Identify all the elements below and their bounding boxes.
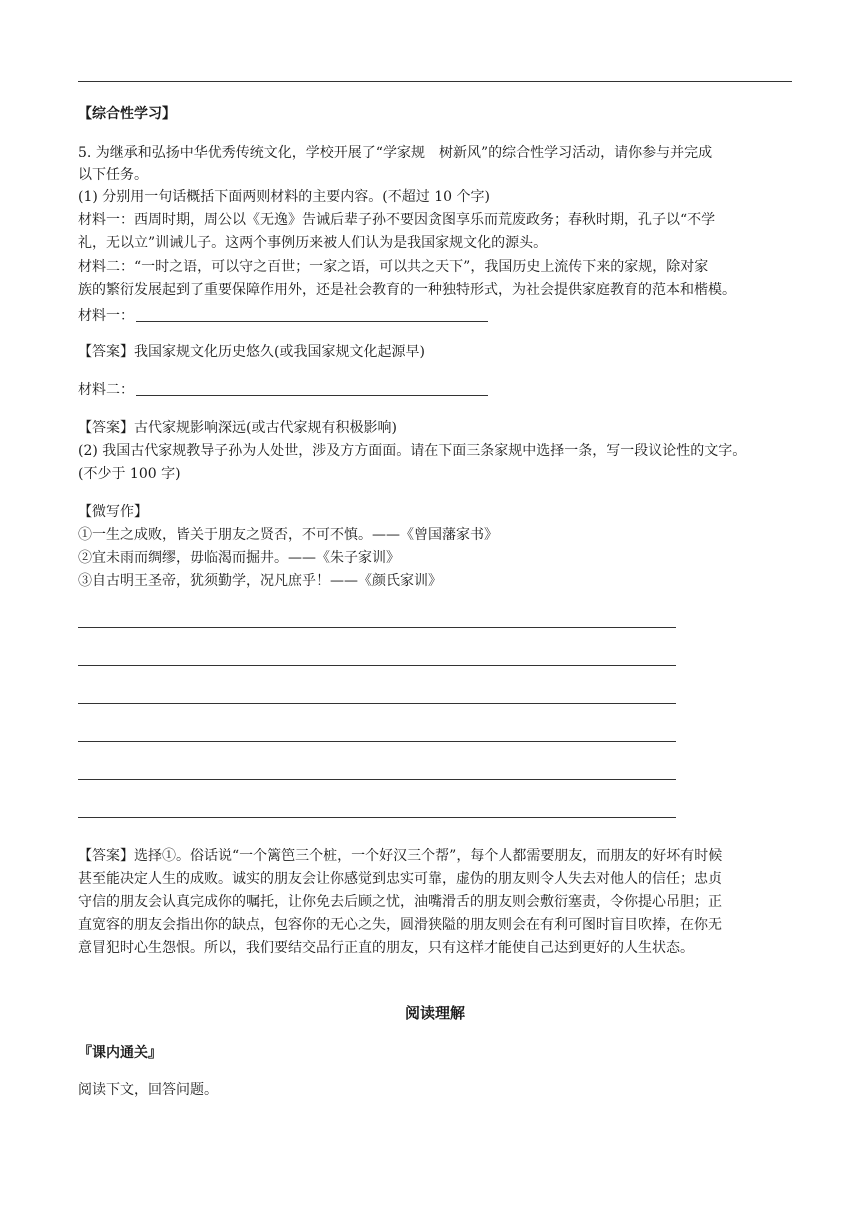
answer-1: 【答案】我国家规文化历史悠久(或我国家规文化起源早) [78, 344, 425, 360]
blank-2[interactable] [78, 380, 792, 400]
blank-1-label: 材料一： [78, 308, 134, 324]
material-1-line-1: 材料一：西周时期，周公以《无逸》告诫后辈子孙不要因贪图享乐而荒废政务；春秋时期，孔子以“不学 [78, 212, 716, 228]
reading-subheading: 『课内通关』 [78, 1045, 162, 1061]
writing-line[interactable] [78, 703, 676, 704]
writing-line[interactable] [78, 779, 676, 780]
micro-writing-heading: 【微写作】 [78, 504, 148, 520]
answer-3-line-1: 【答案】选择①。俗话说“一个篱笆三个桩，一个好汉三个帮”，每个人都需要朋友，而朋友的好坏有时候 [78, 848, 723, 864]
header-rule [78, 81, 792, 82]
writing-line[interactable] [78, 817, 676, 818]
family-rule-2: ②宜未雨而绸缪，毋临渴而掘井。——《朱子家训》 [78, 550, 400, 566]
question-stem-line-2: 以下任务。 [78, 167, 148, 183]
reading-instruction: 阅读下文，回答问题。 [78, 1082, 218, 1098]
answer-3-line-3: 守信的朋友会认真完成你的嘱托，让你免去后顾之忧，油嘴滑舌的朋友则会敷衍塞责，令你提心吊胆；正 [78, 894, 722, 910]
task-2-line-1: (2) 我国古代家规教导子孙为人处世，涉及方方面面。请在下面三条家规中选择一条，写一段议论性的文字。 [78, 443, 747, 459]
answer-2: 【答案】古代家规影响深远(或古代家规有积极影响) [78, 420, 397, 436]
answer-3-line-4: 直宽容的朋友会指出你的缺点，包容你的无心之失，圆滑狭隘的朋友则会在有利可图时盲目吹捧，在你无 [78, 917, 722, 933]
blank-2-label: 材料二： [78, 382, 134, 398]
material-1-line-2: 礼，无以立”训诫儿子。这两个事例历来被人们认为是我国家规文化的源头。 [78, 235, 548, 251]
reading-section-title: 阅读理解 [404, 1004, 465, 1022]
family-rule-3: ③自古明王圣帝，犹须勤学，况凡庶乎！——《颜氏家训》 [78, 573, 442, 589]
blank-2-rule[interactable] [136, 395, 488, 396]
task-2-line-2: (不少于 100 字) [78, 466, 181, 482]
writing-line[interactable] [78, 665, 676, 666]
task-1: (1) 分别用一句话概括下面两则材料的主要内容。(不超过 10 个字) [78, 189, 490, 205]
family-rule-1: ①一生之成败，皆关于朋友之贤否，不可不慎。——《曾国藩家书》 [78, 527, 498, 543]
section-heading: 【综合性学习】 [78, 106, 176, 122]
material-2-line-2: 族的繁衍发展起到了重要保障作用外，还是社会教育的一种独特形式，为社会提供家庭教育的范本和楷模。 [78, 282, 736, 298]
writing-line[interactable] [78, 627, 676, 628]
writing-line[interactable] [78, 741, 676, 742]
answer-3-line-2: 甚至能决定人生的成败。诚实的朋友会让你感觉到忠实可靠，虚伪的朋友则令人失去对他人的信任；忠贞 [78, 871, 722, 887]
answer-3-line-5: 意冒犯时心生怨恨。所以，我们要结交品行正直的朋友，只有这样才能使自己达到更好的人生状态。 [78, 940, 694, 956]
blank-1-rule[interactable] [136, 321, 488, 322]
blank-1[interactable] [78, 306, 792, 326]
question-stem-line-1: 5. 为继承和弘扬中华优秀传统文化，学校开展了“学家规 树新风”的综合性学习活动，请你参与并完成 [78, 145, 713, 161]
material-2-line-1: 材料二：“一时之语，可以守之百世；一家之语，可以共之天下”，我国历史上流传下来的家规，除对家 [78, 259, 709, 275]
